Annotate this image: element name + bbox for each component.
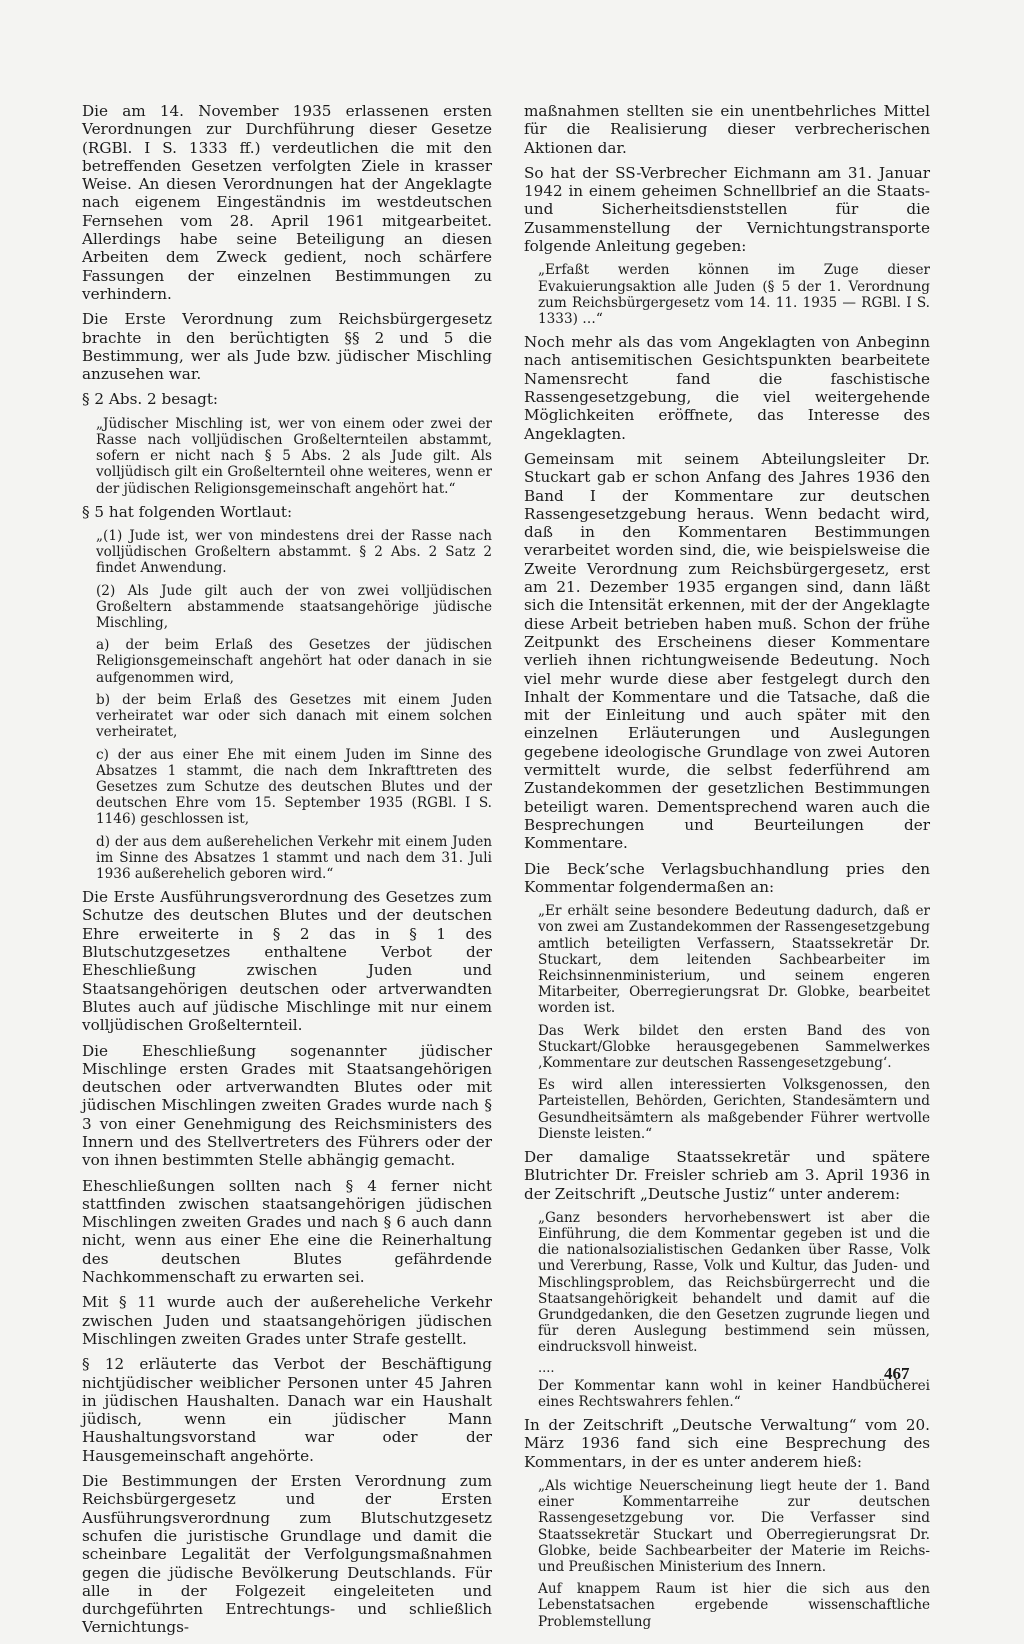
paragraph: § 2 Abs. 2 besagt: <box>82 390 219 409</box>
paragraph: Die Bestimmungen der Ersten Verordnung zum Reichsbürgergesetz und der Ersten Ausführungsverordnung zum Blutschutzgesetz schufen die juristische Grundlage und damit die scheinbare Legalität der Verfolgungsmaßnahmen gegen die jüdische Bevölkerung Deutschlands. Für alle in der Folgezeit eingeleiteten und durchgeführten Entrechtungs- und schließlich Vernichtungs- <box>82 1472 492 1637</box>
paragraph: Der damalige Staatssekretär und spätere Blutrichter Dr. Freisler schrieb am 3. April 1936 in der Zeitschrift „Deutsche Justiz“ unter anderem: <box>524 1147 930 1203</box>
paragraph: § 12 erläuterte das Verbot der Beschäftigung nichtjüdischer weiblicher Personen unter 45 Jahren in jüdischen Haushalten. Danach war ein Haushalt jüdisch, wenn ein jüdischer Mann Haushaltungsvorstand war oder der Hausgemeinschaft angehörte. <box>82 1355 492 1465</box>
block-quote: b) der beim Erlaß des Gesetzes mit einem Juden verheiratet war oder sich danach mit einem solchen verheiratet, <box>96 691 492 741</box>
paragraph: Gemeinsam mit seinem Abteilungsleiter Dr. Stuckart gab er schon Anfang des Jahres 1936 den Band I der Kommentare zur deutschen Rassengesetzgebung heraus. Wenn bedacht wird, daß in den Kommentaren Bestimmungen verarbeitet worden sind, die, wie beispielsweise die Zweite Verordnung zum Reichsbürgergesetz, erst am 21. Dezember 1935 ergangen sind, dann läßt sich die Intensität erkennen, mit der der Angeklagte diese Arbeit betrieben haben muß. Schon der frühe Zeitpunkt des Erscheinens dieser Kommentare verlieh ihnen richtungweisende Bedeutung. Noch viel mehr wurde diese aber festgelegt durch den Inhalt der Kommentare und die Tatsache, daß die mit der Einleitung und auch später mit den einzelnen Erläuterungen und Auslegungen gegebene ideologische Grundlage von zwei Autoren vermittelt wurde, die selbst federführend am Zustandekommen der gesetzlichen Bestimmungen beteiligt waren. Dementsprechend waren auch die Besprechungen und Beurteilungen der Kommentare. <box>524 449 930 853</box>
paragraph: So hat der SS-Verbrecher Eichmann am 31. Januar 1942 in einem geheimen Schnellbrief an die Staats- und Sicherheitsdienststellen für die Zusammenstellung der Vernichtungstransporte folgende Anleitung gegeben: <box>524 163 930 256</box>
paragraph: Eheschließungen sollten nach § 4 ferner nicht stattfinden zwischen staatsangehörigen jüdischen Mischlingen zweiten Grades und nach § 6 auch dann nicht, wenn aus einer Ehe eine die Reinerhaltung des deutschen Blutes gefährdende Nachkommenschaft zu erwarten sei. <box>82 1176 492 1287</box>
paragraph: Mit § 11 wurde auch der außereheliche Verkehr zwischen Juden und staatsangehörigen jüdischen Mischlingen zweiten Grades unter Strafe gestellt. <box>82 1293 492 1348</box>
paragraph: maßnahmen stellten sie ein unentbehrliches Mittel für die Realisierung dieser verbrecherischen Aktionen dar. <box>524 102 930 157</box>
paragraph: Die Beck’sche Verlagsbuchhandlung pries den Kommentar folgendermaßen an: <box>524 859 930 896</box>
block-quote: d) der aus dem außerehelichen Verkehr mit einem Juden im Sinne des Absatzes 1 stammt und nach dem 31. Juli 1936 außerehelich geboren wird.“ <box>96 833 492 882</box>
left-column <box>82 102 492 1644</box>
paragraph: Die Eheschließung sogenannter jüdischer Mischlinge ersten Grades mit Staatsangehörigen deutschen oder artverwandten Blutes oder mit jüdischen Mischlingen zweiten Grades wurde nach § 3 von einer Genehmigung des Reichsministers des Innern und des Stellvertreters des Führers oder der von ihnen bestimmten Stelle abhängig gemacht. <box>82 1041 492 1170</box>
block-quote: „(1) Jude ist, wer von mindestens drei der Rasse nach volljüdischen Großeltern abstammt. § 2 Abs. 2 Satz 2 findet Anwendung. <box>96 528 492 577</box>
paragraph: Die am 14. November 1935 erlassenen ersten Verordnungen zur Durchführung dieser Gesetze (RGBl. I S. 1333 ff.) verdeutlichen die mit den betreffenden Gesetzen verfolgten Ziele in krasser Weise. An diesen Verordnungen hat der Angeklagte nach eigenem Eingeständnis im westdeutschen Fernsehen vom 28. April 1961 mitgearbeitet. Allerdings habe seine Beteiligung an diesen Arbeiten dem Zweck gedient, noch schärfere Fassungen der einzelnen Bestimmungen zu verhindern. <box>82 102 492 303</box>
block-quote: (2) Als Jude gilt auch der von zwei volljüdischen Großeltern abstammende staatsangehörige jüdische Mischling, <box>96 582 492 632</box>
block-quote: „Ganz besonders hervorhebenswert ist aber die Einführung, die dem Kommentar gegeben ist und die die nationalsozialistischen Gedanken über Rasse, Volk und Vererbung, Rasse, Volk und Kultur, das Juden- und Mischlingsproblem, das Reichsbürgerrecht und die Staatsangehörigkeit behandelt und damit auf die Grundgedanken, die den Gesetzen zugrunde liegen und für deren Auslegung bestimmend sein müssen, eindrucksvoll hinweist. <box>538 1209 930 1356</box>
block-quote: c) der aus einer Ehe mit einem Juden im Sinne des Absatzes 1 stammt, die nach dem Inkrafttreten des Gesetzes zum Schutze des deutschen Blutes und der deutschen Ehre vom 15. September 1935 (RGBl. I S. 1146) geschlossen ist, <box>96 746 492 828</box>
block-quote: „Als wichtige Neuerscheinung liegt heute der 1. Band einer Kommentarreihe zur deutschen Rassengesetzgebung vor. Die Verfasser sind Staatssekretär Stuckart und Oberregierungsrat Dr. Globke, beide Sachbearbeiter der Materie im Reichs- und Preußischen Ministerium des Innern. <box>538 1477 930 1575</box>
page-number: 467 <box>884 1364 910 1383</box>
paragraph: Noch mehr als das vom Angeklagten von Anbeginn nach antisemitischen Gesichtspunkten bearbeitete Namensrecht fand die faschistische Rassengesetzgebung, die viel weitergehende Möglichkeiten eröffnete, das Interesse des Angeklagten. <box>524 333 930 443</box>
block-quote: a) der beim Erlaß des Gesetzes der jüdischen Religionsgemeinschaft angehört hat oder danach in sie aufgenommen wird, <box>96 637 492 686</box>
block-quote: „Er erhält seine besondere Bedeutung dadurch, daß er von zwei am Zustandekommen der Rassengesetzgebung amtlich beteiligten Verfassern, Staatssekretär Dr. Stuckart, dem leitenden Sachbearbeiter im Reichsinnenministerium, und seinem engeren Mitarbeiter, Oberregierungsrat Dr. Globke, bearbeitet worden ist. <box>538 903 930 1017</box>
block-quote: Es wird allen interessierten Volksgenossen, den Parteistellen, Behörden, Gerichten, Standesämtern und Gesundheitsämtern als maßgebender Führer wertvolle Dienste leisten.“ <box>538 1077 930 1142</box>
block-quote: Der Kommentar kann wohl in keiner Handbücherei eines Rechtswahrers fehlen.“ <box>538 1377 930 1410</box>
paragraph: Die Erste Verordnung zum Reichsbürgergesetz brachte in den berüchtigten §§ 2 und 5 die Bestimmung, wer als Jude bzw. jüdischer Mischling anzusehen war. <box>82 310 492 384</box>
paragraph: Die Erste Ausführungsverordnung des Gesetzes zum Schutze des deutschen Blutes und der deutschen Ehre erweiterte in § 2 das in § 1 des Blutschutzgesetzes enthaltene Verbot der Eheschließung zwischen Juden und Staatsangehörigen deutschen oder artverwandten Blutes auch auf jüdische Mischlinge mit nur einem volljüdischen Großelternteil. <box>82 888 492 1035</box>
block-quote: Auf knappem Raum ist hier die sich aus den Lebenstatsachen ergebende wissenschaftliche Problemstellung <box>538 1581 930 1630</box>
paragraph: § 5 hat folgenden Wortlaut: <box>82 502 293 521</box>
block-quote: Das Werk bildet den ersten Band des von Stuckart/Globke herausgegebenen Sammelwerkes ‚Kommentare zur deutschen Rassengesetzgebung‘. <box>538 1022 930 1071</box>
right-column <box>524 102 930 1636</box>
ellipsis: .... <box>538 1360 555 1376</box>
paragraph: In der Zeitschrift „Deutsche Verwaltung“ vom 20. März 1936 fand sich eine Besprechung des Kommentars, in der es unter anderem hieß: <box>524 1416 930 1471</box>
block-quote: „Jüdischer Mischling ist, wer von einem oder zwei der Rasse nach volljüdischen Großelternteilen abstammt, sofern er nicht nach § 5 Abs. 2 als Jude gilt. Als volljüdisch gilt ein Großelternteil ohne weiteres, wenn er der jüdischen Religionsgemeinschaft angehört hat.“ <box>96 415 492 497</box>
block-quote: „Erfaßt werden können im Zuge dieser Evakuierungsaktion alle Juden (§ 5 der 1. Verordnung zum Reichsbürgergesetz vom 14. 11. 1935 — RGBl. I S. 1333) …“ <box>538 262 930 327</box>
